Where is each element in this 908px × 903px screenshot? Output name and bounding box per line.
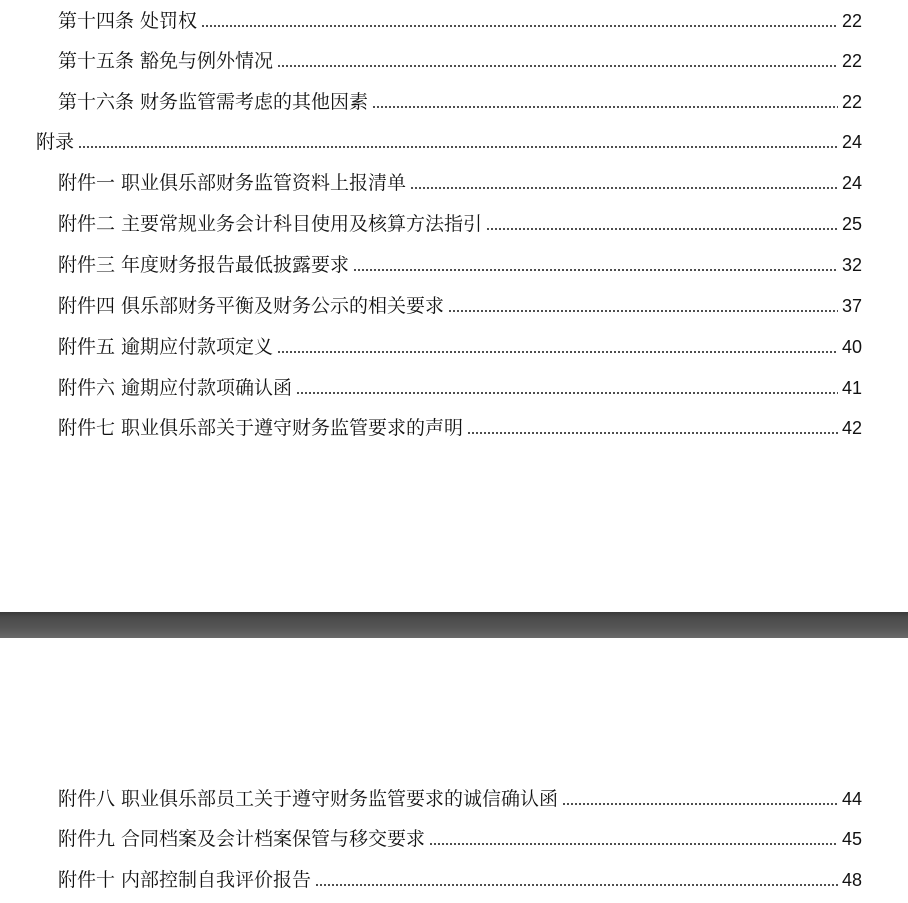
toc-page-number: 37: [841, 296, 862, 316]
toc-entry[interactable]: [58, 409, 862, 439]
toc-dot-leader: [372, 105, 838, 109]
toc-dot-leader: [467, 431, 838, 435]
toc-entry[interactable]: [58, 328, 862, 358]
toc-page-number: 40: [841, 337, 862, 357]
toc-dot-leader: [78, 145, 838, 149]
toc-entry-title: 附件一 职业俱乐部财务监管资料上报清单: [58, 172, 407, 194]
toc-page-number: 32: [841, 255, 862, 275]
toc-page-number: 22: [841, 51, 862, 71]
toc-entry[interactable]: [58, 369, 862, 399]
toc-dot-leader: [486, 227, 838, 231]
toc-entry[interactable]: [58, 164, 862, 194]
toc-entry-title: 第十五条 豁免与例外情况: [58, 50, 274, 72]
toc-dot-leader: [429, 842, 838, 846]
toc-entry[interactable]: [58, 205, 862, 235]
toc-dot-leader: [353, 268, 838, 272]
toc-entry-title: 附件九 合同档案及会计档案保管与移交要求: [58, 828, 426, 850]
toc-entry-title: 附件三 年度财务报告最低披露要求: [58, 254, 350, 276]
toc-page-number: 24: [841, 173, 862, 193]
toc-entry[interactable]: [58, 2, 862, 32]
toc-entry-title: 附件六 逾期应付款项确认函: [58, 377, 293, 399]
toc-dot-leader: [315, 883, 838, 887]
toc-page-number: 45: [841, 829, 862, 849]
toc-entry[interactable]: [58, 780, 862, 810]
toc-dot-leader: [277, 350, 838, 354]
toc-entry[interactable]: [58, 246, 862, 276]
toc-entry-title: 附件七 职业俱乐部关于遵守财务监管要求的声明: [58, 417, 464, 439]
toc-entry[interactable]: [58, 287, 862, 317]
toc-dot-leader: [296, 391, 838, 395]
toc-page-number: 24: [841, 132, 862, 152]
document-page-bottom: [0, 638, 908, 903]
toc-entry-title: 第十六条 财务监管需考虑的其他因素: [58, 91, 369, 113]
toc-dot-leader: [448, 309, 838, 313]
toc-entry-title: 第十四条 处罚权: [58, 10, 198, 32]
toc-entry-title: 附件五 逾期应付款项定义: [58, 336, 274, 358]
toc-dot-leader: [562, 802, 838, 806]
toc-entry-title: 附件二 主要常规业务会计科目使用及核算方法指引: [58, 213, 483, 235]
toc-page-number: 42: [841, 418, 862, 438]
toc-page-number: 48: [841, 870, 862, 890]
toc-entry[interactable]: [58, 83, 862, 113]
toc-entry-title: 附件十 内部控制自我评价报告: [58, 869, 312, 891]
toc-page-number: 22: [841, 11, 862, 31]
toc-entry-title: 附件八 职业俱乐部员工关于遵守财务监管要求的诚信确认函: [58, 788, 559, 810]
toc-dot-leader: [277, 64, 838, 68]
toc-page-number: 25: [841, 214, 862, 234]
toc-entry-title: 附录: [36, 131, 75, 153]
toc-entry-title: 附件四 俱乐部财务平衡及财务公示的相关要求: [58, 295, 445, 317]
toc-entry[interactable]: [58, 820, 862, 850]
toc-entry[interactable]: [58, 861, 862, 891]
toc-page-number: 41: [841, 378, 862, 398]
toc-dot-leader: [201, 24, 838, 28]
toc-page-number: 22: [841, 92, 862, 112]
page-break-separator: [0, 612, 908, 638]
toc-dot-leader: [410, 186, 838, 190]
toc-entry-appendix[interactable]: [36, 123, 862, 153]
toc-entry[interactable]: [58, 42, 862, 72]
toc-page-number: 44: [841, 789, 862, 809]
